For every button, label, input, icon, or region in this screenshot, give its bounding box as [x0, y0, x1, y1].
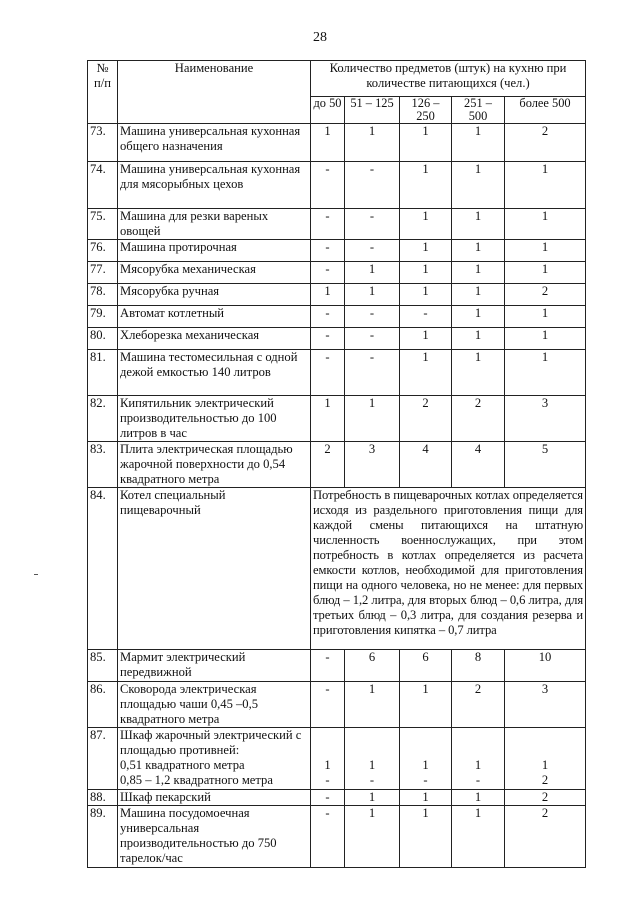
quantity-cell: - [311, 162, 345, 209]
quantity-cell: - [311, 350, 345, 396]
quantity-cell: 4 [400, 442, 452, 488]
table-row [88, 488, 586, 650]
quantity-cell: - [311, 262, 345, 284]
quantity-cell: 1 [505, 328, 586, 350]
quantity-cell: 1 [452, 284, 505, 306]
quantity-cell: - [311, 790, 345, 806]
quantity-cell: - [475, 773, 481, 787]
table-row [88, 682, 586, 728]
quantity-cell: 2 [541, 773, 549, 787]
quantity-cell-group [311, 728, 345, 790]
row-number: 81. [88, 350, 118, 396]
quantity-cell: 1 [400, 124, 452, 162]
item-name: Машина протирочная [118, 240, 311, 262]
quantity-cell: 1 [400, 284, 452, 306]
quantity-cell: 6 [345, 650, 400, 682]
quantity-cell: 1 [452, 790, 505, 806]
row-number: 74. [88, 162, 118, 209]
quantity-cell: 1 [345, 790, 400, 806]
quantity-cell: 1 [311, 396, 345, 442]
item-subtype: 0,85 – 1,2 квадратного метра [120, 773, 273, 787]
quantity-cell: 1 [474, 758, 482, 772]
quantity-cell: 3 [505, 396, 586, 442]
item-name: Котел специальный пищеварочный [118, 488, 311, 650]
quantity-cell: 1 [452, 806, 505, 868]
header-quantity-title: Количество предметов (штук) на кухню при количестве питающихся (чел.) [311, 61, 586, 97]
item-name-group [118, 728, 311, 790]
quantity-cell: 1 [452, 350, 505, 396]
table-row [88, 240, 586, 262]
quantity-cell: - [400, 306, 452, 328]
quantity-cell: 1 [505, 209, 586, 240]
quantity-cell: 1 [541, 758, 549, 772]
item-name: Мясорубка ручная [118, 284, 311, 306]
table-row [88, 284, 586, 306]
table-row [88, 124, 586, 162]
quantity-cell: 1 [400, 682, 452, 728]
table-row [88, 650, 586, 682]
quantity-cell: 3 [505, 682, 586, 728]
quantity-cell: - [325, 773, 330, 787]
equipment-table [87, 60, 586, 868]
header-num: № п/п [88, 61, 118, 124]
quantity-cell: 2 [311, 442, 345, 488]
quantity-cell: 2 [400, 396, 452, 442]
header-group: 126 – 250 [400, 97, 452, 124]
quantity-cell: - [369, 773, 375, 787]
quantity-cell: - [311, 682, 345, 728]
quantity-cell: 1 [505, 240, 586, 262]
item-name: Мармит электрический передвижной [118, 650, 311, 682]
header-row [88, 61, 586, 97]
row-number: 76. [88, 240, 118, 262]
quantity-cell: - [345, 306, 400, 328]
quantity-cell-group [452, 728, 505, 790]
quantity-cell: 1 [452, 306, 505, 328]
row-number: 85. [88, 650, 118, 682]
quantity-cell-group [345, 728, 400, 790]
quantity-cell: 1 [311, 284, 345, 306]
quantity-cell: 2 [505, 806, 586, 868]
margin-mark [34, 574, 38, 575]
table-row [88, 396, 586, 442]
quantity-cell: - [345, 240, 400, 262]
item-name: Автомат котлетный [118, 306, 311, 328]
item-subtype: 0,51 квадратного метра [120, 758, 245, 772]
row-number: 89. [88, 806, 118, 868]
row-number: 79. [88, 306, 118, 328]
quantity-cell: 6 [400, 650, 452, 682]
table-row [88, 328, 586, 350]
quantity-cell: 1 [452, 124, 505, 162]
quantity-cell: - [311, 306, 345, 328]
quantity-cell: 2 [452, 396, 505, 442]
item-name: Хлеборезка механическая [118, 328, 311, 350]
header-group: 251 – 500 [452, 97, 505, 124]
quantity-cell: 1 [452, 262, 505, 284]
item-name: Машина универсальная кухонная для мясорыбных цехов [118, 162, 311, 209]
table-row [88, 262, 586, 284]
item-name: Плита электрическая площадью жарочной поверхности до 0,54 квадратного метра [118, 442, 311, 488]
table-row [88, 162, 586, 209]
quantity-cell: 1 [400, 790, 452, 806]
row-number: 87. [88, 728, 118, 790]
row-number: 84. [88, 488, 118, 650]
quantity-cell: - [311, 806, 345, 868]
quantity-cell: 1 [400, 806, 452, 868]
item-name: Сковорода электрическая площадью чаши 0,45 –0,5 квадратного метра [118, 682, 311, 728]
quantity-cell-group [400, 728, 452, 790]
quantity-cell: 1 [400, 209, 452, 240]
quantity-cell: 1 [505, 350, 586, 396]
page-number: 28 [313, 30, 327, 45]
row-number: 78. [88, 284, 118, 306]
quantity-cell: - [345, 162, 400, 209]
row-number: 82. [88, 396, 118, 442]
quantity-cell: 1 [345, 124, 400, 162]
item-name: Машина тестомесильная с одной дежой емкостью 140 литров [118, 350, 311, 396]
quantity-cell: 1 [324, 758, 331, 772]
quantity-cell: 8 [452, 650, 505, 682]
table-row [88, 209, 586, 240]
item-name: Машина универсальная кухонная общего назначения [118, 124, 311, 162]
quantity-cell: 1 [400, 240, 452, 262]
quantity-cell: 1 [368, 758, 376, 772]
quantity-cell: - [311, 240, 345, 262]
quantity-cell: 1 [422, 758, 429, 772]
row-number: 86. [88, 682, 118, 728]
quantity-cell: 3 [345, 442, 400, 488]
item-name: Шкаф пекарский [118, 790, 311, 806]
table-row [88, 350, 586, 396]
quantity-cell: 5 [505, 442, 586, 488]
item-name: Мясорубка механическая [118, 262, 311, 284]
row-number: 83. [88, 442, 118, 488]
item-name: Машина посудомоечная универсальная производительностью до 750 тарелок/час [118, 806, 311, 868]
quantity-cell: 1 [400, 350, 452, 396]
quantity-cell: - [345, 209, 400, 240]
quantity-cell: 2 [505, 790, 586, 806]
quantity-cell: 1 [311, 124, 345, 162]
quantity-cell: 1 [452, 240, 505, 262]
table-row [88, 790, 586, 806]
header-group: 51 – 125 [345, 97, 400, 124]
quantity-cell: 2 [505, 284, 586, 306]
quantity-cell: 4 [452, 442, 505, 488]
quantity-cell: 1 [452, 162, 505, 209]
quantity-cell: 1 [505, 262, 586, 284]
quantity-cell-group [505, 728, 586, 790]
quantity-cell: 1 [505, 162, 586, 209]
row-number: 77. [88, 262, 118, 284]
quantity-cell: 1 [452, 328, 505, 350]
row-number: 80. [88, 328, 118, 350]
quantity-cell: - [345, 328, 400, 350]
item-name: Кипятильник электрический производительностью до 100 литров в час [118, 396, 311, 442]
quantity-cell: - [311, 328, 345, 350]
quantity-cell: 1 [345, 284, 400, 306]
requirement-note: Потребность в пищеварочных котлах определяется исходя из раздельного приготовления пищи для каждой смены питающихся на штатную численность военнослужащих, при этом потребность в котлах определяется из расчета емкости котлов, необходимой для приготовления пищи на одного человека, но не менее: для первых блюд – 1,2 литра, для вторых блюд – 0,6 литра, для третьих блюд – 0,3 литра, для создания резерва и приготовления кипятка – 0,7 литра [311, 488, 586, 650]
item-name: Шкаф жарочный электрический с площадью противней: [120, 728, 302, 757]
quantity-cell: 2 [452, 682, 505, 728]
quantity-cell: - [311, 209, 345, 240]
quantity-cell: - [311, 650, 345, 682]
quantity-cell: 1 [505, 306, 586, 328]
item-name: Машина для резки вареных овощей [118, 209, 311, 240]
quantity-cell: 1 [345, 396, 400, 442]
table-row [88, 728, 586, 790]
row-number: 75. [88, 209, 118, 240]
quantity-cell: 1 [345, 262, 400, 284]
quantity-cell: 1 [400, 262, 452, 284]
quantity-cell: 1 [400, 328, 452, 350]
quantity-cell: - [345, 350, 400, 396]
row-number: 88. [88, 790, 118, 806]
table-row [88, 806, 586, 868]
quantity-cell: 1 [345, 806, 400, 868]
row-number: 73. [88, 124, 118, 162]
quantity-cell: 10 [505, 650, 586, 682]
header-group: более 500 [505, 97, 586, 124]
header-group: до 50 [311, 97, 345, 124]
quantity-cell: 1 [452, 209, 505, 240]
table-body [88, 124, 586, 868]
table-row [88, 442, 586, 488]
quantity-cell: - [423, 773, 428, 787]
quantity-cell: 1 [345, 682, 400, 728]
header-name: Наименование [118, 61, 311, 124]
quantity-cell: 2 [505, 124, 586, 162]
table-row [88, 306, 586, 328]
quantity-cell: 1 [400, 162, 452, 209]
